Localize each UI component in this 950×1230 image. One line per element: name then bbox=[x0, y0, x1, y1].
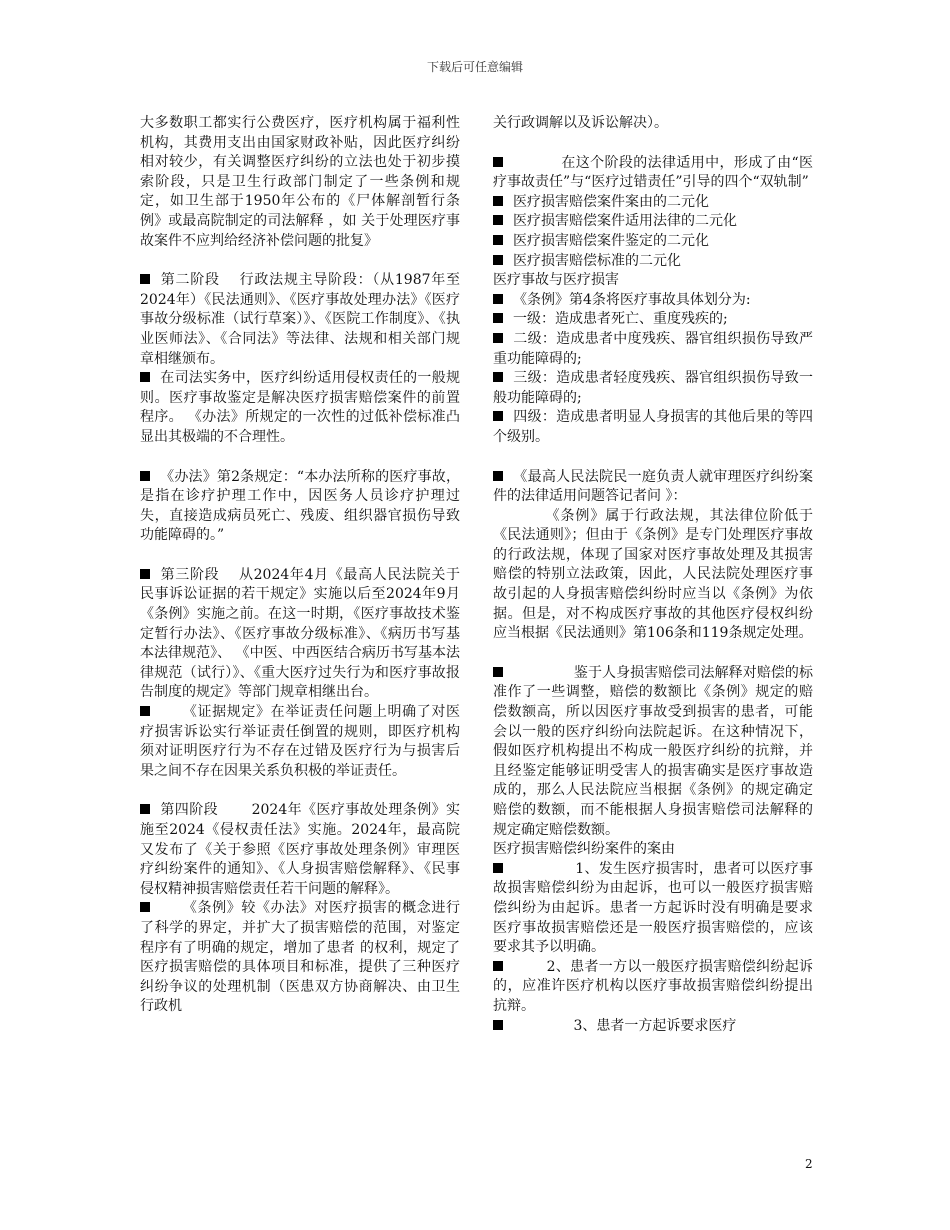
bullet-item: 医疗损害赔偿案件适用法律的二元化 bbox=[493, 212, 813, 232]
square-bullet-icon bbox=[140, 471, 150, 481]
square-bullet-icon bbox=[493, 333, 503, 343]
square-bullet-icon bbox=[493, 313, 503, 323]
bullet-paragraph: 在司法实务中，医疗纠纷适用侵权责任的一般规则。医疗事故鉴定是解决医疗损害赔偿案件的前置程序。 《办法》所规定的一次性的过低补偿标准凸显出其极端的不合理性。 bbox=[140, 370, 460, 445]
square-bullet-icon bbox=[140, 804, 150, 814]
square-bullet-icon bbox=[493, 667, 503, 677]
page-header: 下载后可任意编辑 bbox=[426, 60, 523, 74]
section-heading: 医疗损害赔偿纠纷案件的案由 bbox=[493, 841, 675, 858]
bullet-item: 《条例》第4条将医疗事故具体划分为: bbox=[493, 291, 813, 311]
bullet-paragraph: 《办法》第2条规定：“本办法所称的医疗事故，是指在诊疗护理工作中，因医务人员诊疗护理过失，直接造成病员死亡、残废、组织器官损伤导致功能障碍的。” bbox=[140, 468, 460, 544]
bullet-paragraph: 鉴于人身损害赔偿司法解释对赔偿的标准作了一些调整，赔偿的数额比《条例》规定的赔偿数额高，所以因医疗事故受到损害的患者，可能会以一般的医疗纠纷向法院起诉。在这种情况下，假如医疗机构提出不构成一般医疗纠纷的抗辩，并且经鉴定能够证明受害人的损害确实是医疗事故造成的，那么人民法院应当根据《条例》的规定确定赔偿的数额，而不能根据人身损害赔偿司法解释的规定确定赔偿数额。 bbox=[493, 664, 813, 838]
bullet-item: 二级：造成患者中度残疾、器官组织损伤导致严重功能障碍的; bbox=[493, 330, 813, 367]
square-bullet-icon bbox=[493, 411, 503, 421]
page-number: 2 bbox=[805, 1157, 813, 1171]
square-bullet-icon bbox=[140, 372, 150, 382]
square-bullet-icon bbox=[140, 706, 150, 716]
square-bullet-icon bbox=[493, 863, 503, 873]
square-bullet-icon bbox=[140, 902, 150, 912]
bullet-paragraph: 《证据规定》在举证责任问题上明确了对医疗损害诉讼实行举证责任倒置的规则，即医疗机构须对证明医疗行为不存在过错及医疗行为与损害后果之间不存在因果关系负积极的举证责任。 bbox=[140, 704, 460, 779]
square-bullet-icon bbox=[493, 157, 503, 167]
bullet-paragraph: 1、发生医疗损害时，患者可以医疗事故损害赔偿纠纷为由起诉，也可以一般医疗损害赔偿纠纷为由起诉。患者一方起诉时没有明确是要求医疗事故损害赔偿还是一般医疗损害赔偿的，应该要求其予以明确。 bbox=[493, 860, 813, 956]
square-bullet-icon bbox=[493, 961, 503, 971]
paragraph: 大多数职工都实行公费医疗，医疗机构属于福利性机构，其费用支出由国家财政补贴，因此医疗纠纷相对较少，有关调整医疗纠纷的立法也处于初步摸索阶段，只是卫生行政部门制定了一些条例和规定，如卫生部于1950年公布的《尸体解剖暂行条例》或最高院制定的司法解释 ，如 关于处理医疗事故案件不应判给经济补偿问题的批复》 bbox=[140, 115, 460, 249]
paragraph: 关行政调解以及诉讼解决）。 bbox=[493, 115, 668, 131]
bullet-item: 医疗损害赔偿标准的二元化 bbox=[493, 252, 813, 272]
bullet-paragraph: 3、患者一方起诉要求医疗 bbox=[493, 1017, 813, 1037]
bullet-paragraph: 第四阶段 2024年《医疗事故处理条例》实施至2024《侵权责任法》实施。2024年，最高院又发布了《关于参照《医疗事故处理条例》审理医疗纠纷案件的通知》、《人身损害赔偿解释》、《民事侵权精神损害赔偿责任若干问题的解释》。 bbox=[140, 802, 460, 897]
left-column bbox=[140, 114, 460, 1017]
bullet-item: 四级：造成患者明显人身损害的其他后果的等四个级别。 bbox=[493, 409, 813, 445]
bullet-paragraph: 在这个阶段的法律适用中，形成了由“医疗事故责任”与“医疗过错责任”引导的四个“双轨制” bbox=[493, 154, 813, 191]
bullet-item: 医疗损害赔偿案件鉴定的二元化 bbox=[493, 232, 813, 252]
bullet-item: 一级：造成患者死亡、重度残疾的; bbox=[493, 310, 813, 330]
bullet-paragraph: 《最高人民法院民一庭负责人就审理医疗纠纷案件的法律适用问题答记者问 》： bbox=[493, 468, 813, 505]
square-bullet-icon bbox=[493, 471, 503, 481]
section-heading: 医疗事故与医疗损害 bbox=[493, 272, 619, 289]
bullet-item: 医疗损害赔偿案件案由的二元化 bbox=[493, 193, 813, 213]
square-bullet-icon bbox=[493, 1020, 503, 1030]
bullet-paragraph: 第二阶段 行政法规主导阶段：（从1987年至2024年）《民法通则》、《医疗事故处理办法》《医疗事故分级标准（试行草案）》、《医院工作制度》、《执业医师法》、《合同法》等法律、法规和相关部门规章相继颁布。 bbox=[140, 272, 460, 367]
square-bullet-icon bbox=[140, 274, 150, 284]
paragraph: 《条例》属于行政法规，其法律位阶低于《民法通则》；但由于《条例》是专门处理医疗事故的行政法规，体现了国家对医疗事故处理及其损害赔偿的特别立法政策，因此，人民法院处理医疗事故引起的人身损害赔偿纠纷时应当以《条例》为依据。但是，对不构成医疗事故的其他医疗侵权纠纷应当根据《民法通则》第106条和119条规定处理。 bbox=[493, 507, 813, 642]
square-bullet-icon bbox=[493, 294, 503, 304]
square-bullet-icon bbox=[493, 196, 503, 206]
square-bullet-icon bbox=[493, 372, 503, 382]
bullet-item: 三级：造成患者轻度残疾、器官组织损伤导致一般功能障碍的; bbox=[493, 370, 813, 406]
bullet-paragraph: 2、患者一方以一般医疗损害赔偿纠纷起诉的，应准许医疗机构以医疗事故损害赔偿纠纷提出抗辩。 bbox=[493, 958, 813, 1014]
right-column bbox=[493, 114, 813, 1036]
square-bullet-icon bbox=[493, 235, 503, 245]
bullet-paragraph: 第三阶段 从2024年4月《最高人民法院关于民事诉讼证据的若干规定》实施以后至2024年9月《条例》实施之前。在这一时期，《医疗事故技术鉴定暂行办法》、《医疗事故分级标准》、《病历书写基本法律规范》、 《中医、中西医结合病历书写基本法律规范（试行）》、《重大医疗过失行为和医疗事故报告制度的规定》等部门规章相继出台。 bbox=[140, 566, 460, 701]
bullet-paragraph: 《条例》较《办法》对医疗损害的概念进行了科学的界定，并扩大了损害赔偿的范围，对鉴定程序有了明确的规定，增加了患者 的权利，规定了医疗损害赔偿的具体项目和标准，提供了三种医疗纠纷争议的处理机制（医患双方协商解决、由卫生行政机 bbox=[140, 900, 460, 1015]
square-bullet-icon bbox=[493, 215, 503, 225]
square-bullet-icon bbox=[493, 255, 503, 265]
square-bullet-icon bbox=[140, 569, 150, 579]
